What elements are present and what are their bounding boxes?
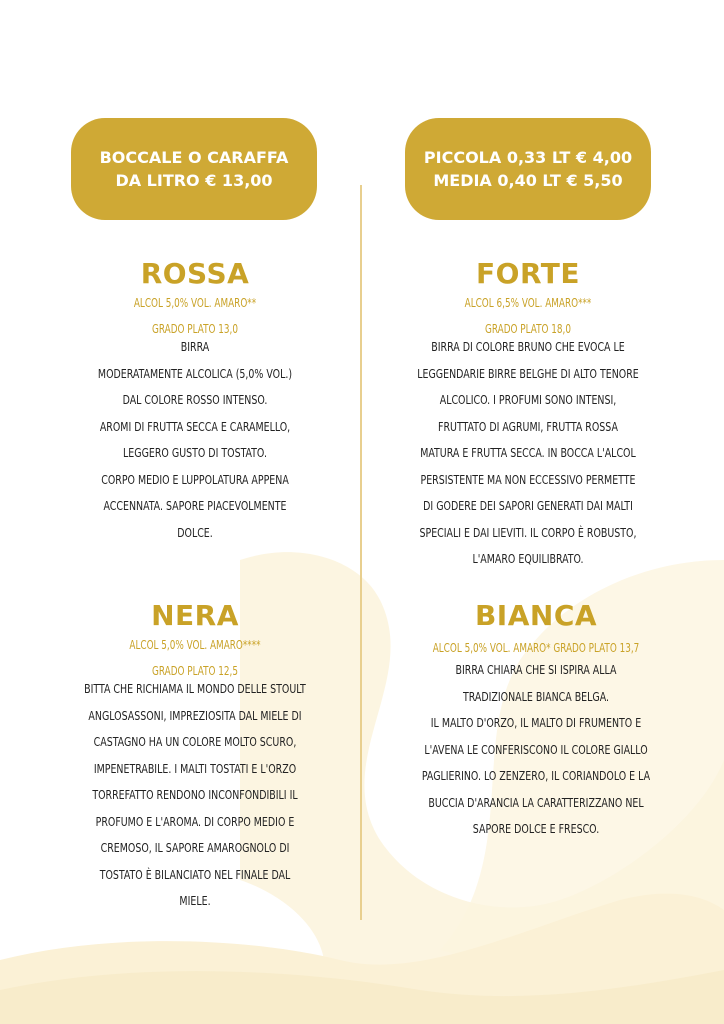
desc-line: IMPENETRABILE. I MALTI TOSTATI E L'ORZO	[93, 760, 297, 776]
desc-line: PERSISTENTE MA NON ECCESSIVO PERMETTE	[420, 471, 636, 487]
price-line: MEDIA 0,40 LT € 5,50	[433, 171, 623, 190]
desc-line: ALCOLICO. I PROFUMI SONO INTENSI,	[439, 392, 617, 407]
desc-line: BIRRA DI COLORE BRUNO CHE EVOCA LE	[431, 339, 625, 354]
desc-line: SPECIALI E DAI LIEVITI. IL CORPO È ROBUSTO,	[419, 524, 637, 540]
desc-line: DI GODERE DEI SAPORI GENERATI DAI MALTI	[423, 498, 633, 513]
beer-nera	[45, 600, 345, 915]
beer-description	[402, 334, 654, 573]
beer-title: FORTE	[476, 257, 580, 290]
desc-line: TORREFATTO RENDONO INCONFONDIBILI IL	[92, 787, 298, 802]
price-line: DA LITRO € 13,00	[115, 171, 273, 190]
desc-line: DOLCE.	[177, 524, 213, 540]
desc-line: PAGLIERINO. LO ZENZERO, IL CORIANDOLO E LA	[421, 768, 651, 783]
column-divider	[360, 185, 362, 920]
beer-rossa	[45, 258, 345, 546]
desc-line: ACCENNATA. SAPORE PIACEVOLMENTE	[103, 498, 287, 513]
beer-description	[69, 334, 321, 546]
desc-line: L'AMARO EQUILIBRATO.	[472, 551, 584, 566]
desc-line: ANGLOSASSONI, IMPREZIOSITA DAL MIELE DI	[88, 707, 302, 723]
desc-line: IL MALTO D'ORZO, IL MALTO DI FRUMENTO E	[430, 715, 642, 730]
desc-line: SAPORE DOLCE E FRESCO.	[472, 821, 600, 836]
desc-line: CREMOSO, IL SAPORE AMAROGNOLO DI	[100, 840, 290, 855]
beer-bianca	[378, 600, 694, 843]
beer-meta: ALCOL 5,0% VOL. AMARO**	[133, 296, 257, 310]
beer-meta: GRADO PLATO 13,0	[152, 322, 238, 336]
desc-line: AROMI DI FRUTTA SECCA E CARAMELLO,	[99, 418, 291, 434]
desc-line: CASTAGNO HA UN COLORE MOLTO SCURO,	[93, 734, 297, 749]
beer-meta: ALCOL 6,5% VOL. AMARO***	[464, 296, 592, 310]
beer-description	[69, 676, 321, 915]
beer-title: BIANCA	[474, 599, 598, 632]
desc-line: BUCCIA D'ARANCIA LA CARATTERIZZANO NEL	[428, 794, 644, 810]
desc-line: BITTA CHE RICHIAMA IL MONDO DELLE STOULT	[84, 681, 306, 696]
desc-line: MATURA E FRUTTA SECCA. IN BOCCA L'ALCOL	[420, 445, 636, 460]
desc-line: LEGGENDARIE BIRRE BELGHE DI ALTO TENORE	[417, 365, 639, 381]
beer-title: ROSSA	[140, 257, 250, 290]
desc-line: MODERATAMENTE ALCOLICA (5,0% VOL.)	[97, 365, 293, 381]
desc-line: TOSTATO È BILANCIATO NEL FINALE DAL	[99, 866, 291, 882]
desc-line: BIRRA CHIARA CHE SI ISPIRA ALLA	[455, 662, 617, 677]
beer-title: NERA	[151, 599, 239, 632]
desc-line: L'AVENA LE CONFERISCONO IL COLORE GIALLO	[424, 741, 648, 757]
desc-line: CORPO MEDIO E LUPPOLATURA APPENA	[101, 471, 289, 487]
beer-meta: ALCOL 5,0% VOL. AMARO****	[129, 638, 261, 652]
beer-meta: GRADO PLATO 12,5	[152, 664, 238, 678]
desc-line: PROFUMO E L'AROMA. DI CORPO MEDIO E	[95, 813, 295, 829]
desc-line: LEGGERO GUSTO DI TOSTATO.	[123, 445, 267, 460]
beer-meta: ALCOL 5,0% VOL. AMARO* GRADO PLATO 13,7	[432, 641, 640, 655]
desc-line: DAL COLORE ROSSO INTENSO.	[122, 392, 268, 407]
beer-description	[403, 657, 668, 843]
desc-line: BIRRA	[180, 339, 210, 354]
desc-line: TRADIZIONALE BIANCA BELGA.	[462, 688, 610, 704]
price-line: PICCOLA 0,33 LT € 4,00	[423, 148, 633, 167]
price-box-litro	[71, 118, 317, 220]
beer-meta: GRADO PLATO 18,0	[485, 322, 571, 336]
price-line: BOCCALE O CARAFFA	[99, 148, 289, 167]
beer-forte	[378, 258, 678, 573]
desc-line: MIELE.	[179, 893, 211, 908]
desc-line: FRUTTATO DI AGRUMI, FRUTTA ROSSA	[438, 418, 618, 434]
price-box-glass	[405, 118, 651, 220]
